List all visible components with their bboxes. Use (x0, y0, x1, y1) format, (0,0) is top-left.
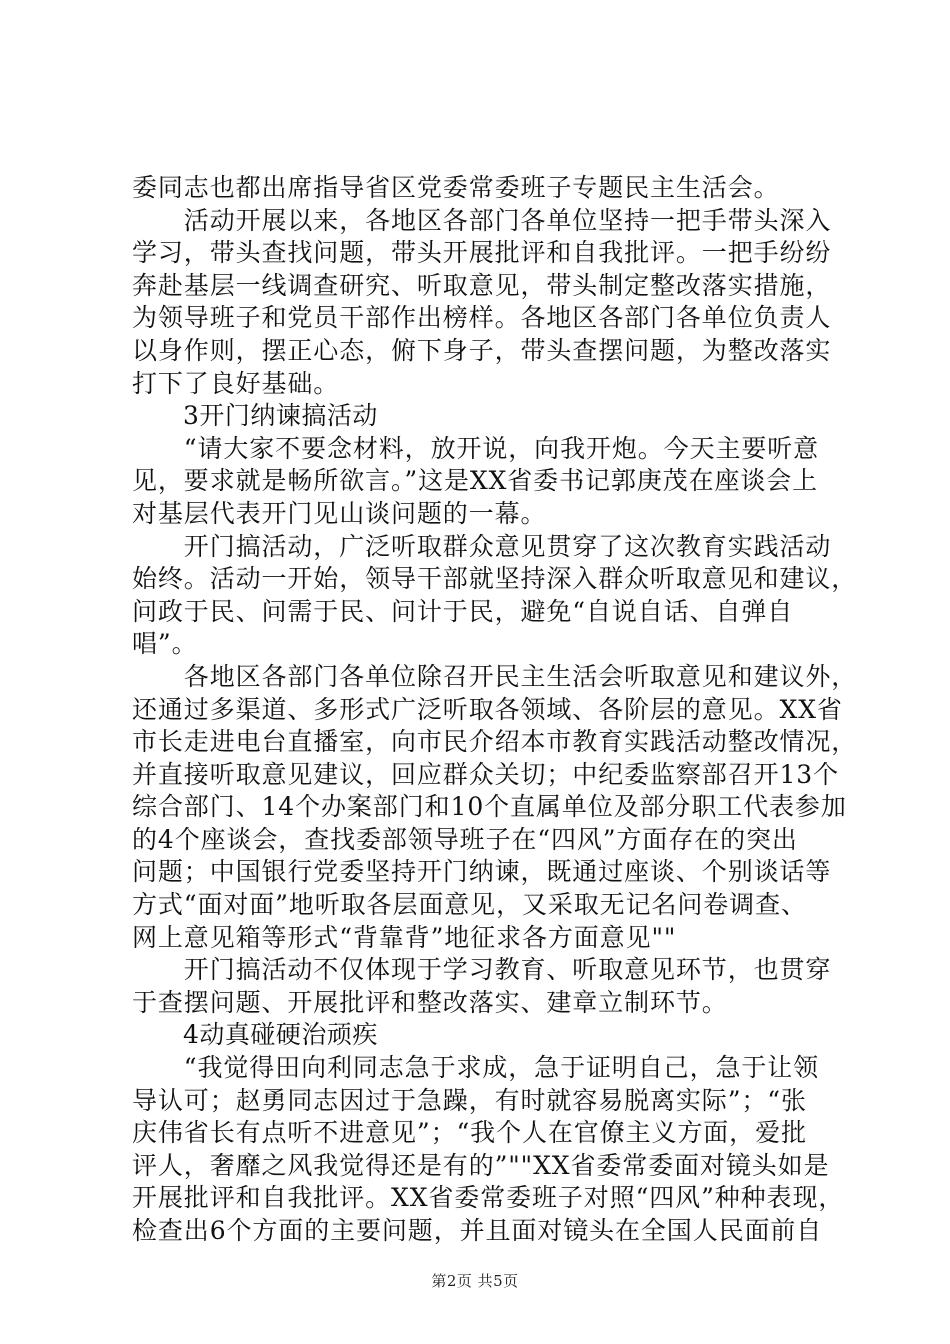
text-line: 方式“面对面”地听取各层面意见，又采取无记名问卷调查、 (132, 890, 807, 920)
text-line: 于查摆问题、开展批评和整改落实、建章立制环节。 (132, 987, 728, 1017)
text-line: 各地区各部门各单位除召开民主生活会听取意见和建议外， (132, 661, 858, 691)
text-line: 始终。活动一开始，领导干部就坚持深入群众听取意见和建议， (132, 564, 858, 594)
text-line: 导认可；赵勇同志因过于急躁，有时就容易脱离实际”；“张 (132, 1085, 807, 1115)
text-line: 开展批评和自我批评。XX省委常委班子对照“四风”种种表现， (132, 1183, 845, 1213)
text-line: 委同志也都出席指导省区党委常委班子专题民主生活会。 (132, 173, 780, 202)
text-line: 并直接听取意见建议，回应群众关切；中纪委监察部召开13个 (132, 759, 840, 789)
text-line: 网上意见箱等形式“背靠背”地征求各方面意见"" (132, 922, 677, 952)
text-line: 问题；中国银行党委坚持开门纳谏，既通过座谈、个别谈话等 (132, 857, 832, 887)
text-line: 学习，带头查找问题，带头开展批评和自我批评。一把手纷纷 (132, 238, 832, 268)
text-line: 为领导班子和党员干部作出榜样。各地区各部门各单位负责人 (132, 303, 832, 333)
text-line: 检查出6个方面的主要问题，并且面对镜头在全国人民面前自 (132, 1216, 823, 1245)
text-line: 综合部门、14个办案部门和10个直属单位及部分职工代表参加 (132, 792, 847, 822)
section-heading: 3开门纳谏搞活动 (132, 401, 378, 431)
text-line: 评人，奢靡之风我觉得还是有的”""XX省委常委面对镜头如是 (132, 1150, 830, 1180)
text-line: 开门搞活动，广泛听取群众意见贯穿了这次教育实践活动 (132, 531, 832, 561)
text-line: 以身作则，摆正心态，俯下身子，带头查摆问题，为整改落实 (132, 335, 832, 365)
text-line: 开门搞活动不仅体现于学习教育、听取意见环节，也贯穿 (132, 955, 832, 985)
text-line: “请大家不要念材料，放开说，向我开炮。今天主要听意 (132, 433, 820, 463)
text-line: “我觉得田向利同志急于求成，急于证明自己，急于让领 (132, 1053, 820, 1083)
page-footer (0, 1270, 950, 1291)
text-line: 奔赴基层一线调查研究、听取意见，带头制定整改落实措施， (132, 270, 832, 300)
text-line: 打下了良好基础。 (132, 368, 340, 398)
text-line: 还通过多渠道、多形式广泛听取各领域、各阶层的意见。XX省 (132, 694, 843, 724)
body-text (132, 172, 858, 1248)
section-heading: 4动真碰硬治顽疾 (132, 1020, 378, 1050)
text-line: 的4个座谈会，查找委部领导班子在“四风”方面存在的突出 (132, 824, 798, 854)
text-line: 唱”。 (132, 629, 198, 659)
text-line: 市长走进电台直播室，向市民介绍本市教育实践活动整改情况， (132, 727, 858, 757)
text-line: 对基层代表开门见山谈问题的一幕。 (132, 498, 547, 528)
text-line: 问政于民、问需于民、问计于民，避免“自说自话、自弹自 (132, 596, 794, 626)
page-number: 第2页 共5页 (431, 1272, 519, 1290)
text-line: 庆伟省长有点听不进意见”；“我个人在官僚主义方面，爱批 (132, 1118, 807, 1148)
text-line: 见，要求就是畅所欲言。”这是XX省委书记郭庚茂在座谈会上 (132, 466, 819, 496)
text-line: 活动开展以来，各地区各部门各单位坚持一把手带头深入 (132, 205, 832, 235)
